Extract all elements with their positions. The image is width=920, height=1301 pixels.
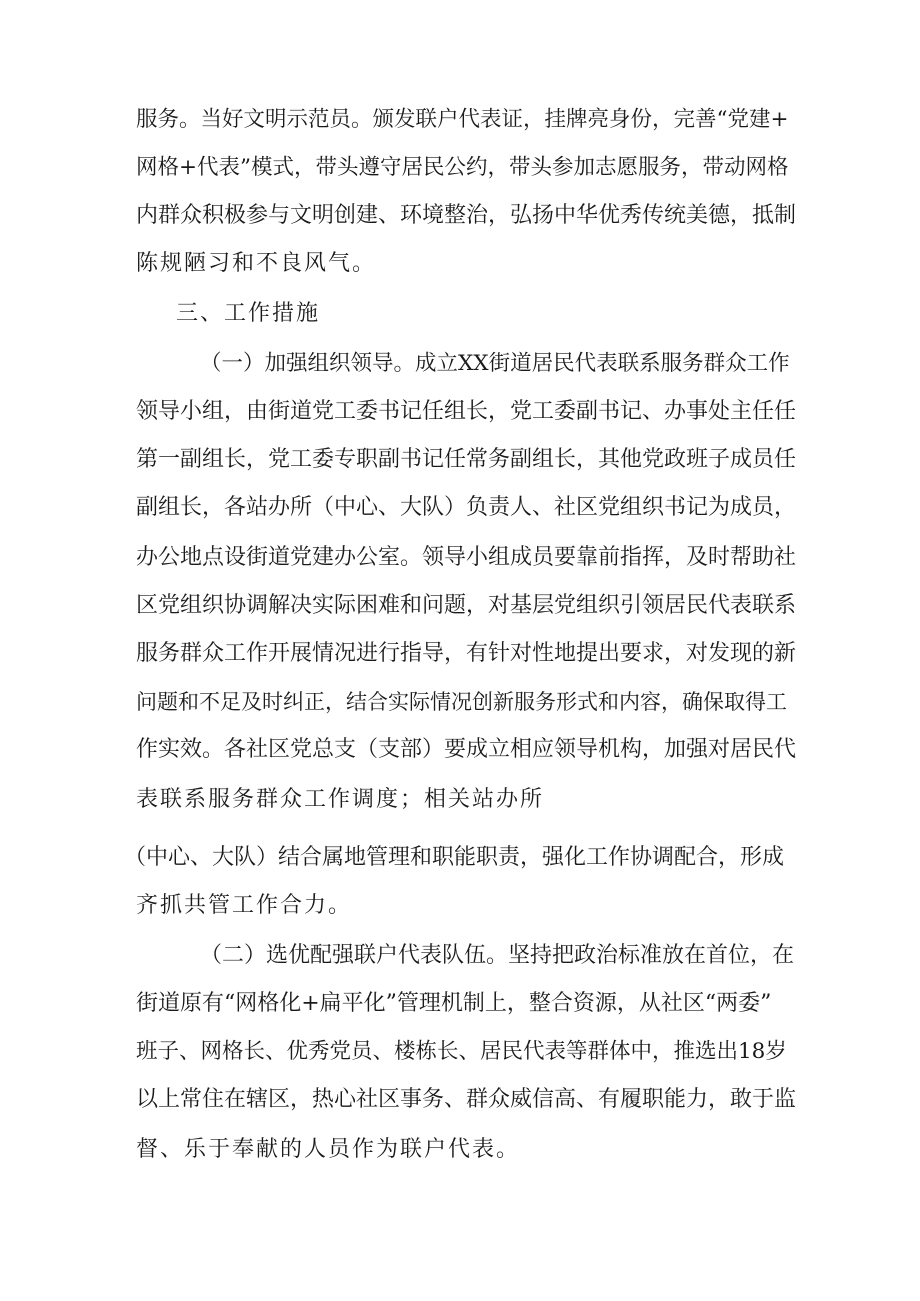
text-line: 陈规陋习和不良风气。	[136, 251, 377, 276]
text-line: 服务。当好文明示范员。颁发联户代表证，挂牌亮身份，完善“党建+	[136, 107, 789, 132]
text-line: 问题和不足及时纠正，结合实际情况创新服务形式和内容，确保取得工	[136, 690, 787, 714]
text-line: 副组长，各站办所（中心、大队）负责人、社区党组织书记为成员，	[136, 495, 797, 520]
text-line: （二）选优配强联户代表队伍。坚持把政治标准放在首位，在	[200, 943, 795, 968]
text-line: 第一副组长，党工委专职副书记任常务副组长，其他党政班子成员任	[136, 447, 797, 472]
section-heading: 三、工作措施	[176, 301, 321, 326]
text-line: 服务群众工作开展情况进行指导，有针对性地提出要求，对发现的新	[136, 641, 797, 666]
text-line: 办公地点设街道党建办公室。领导小组成员要靠前指挥，及时帮助社	[136, 545, 797, 570]
text-line: 作实效。各社区党总支（支部）要成立相应领导机构，加强对居民代	[136, 737, 797, 762]
text-line: 齐抓共管工作合力。	[136, 893, 353, 918]
text-line: （一）加强组织领导。成立XX街道居民代表联系服务群众工作	[200, 351, 790, 376]
text-line: 班子、网格长、优秀党员、楼栋长、居民代表等群体中，推选出18岁	[136, 1039, 787, 1064]
text-line: 表联系服务群众工作调度；相关站办所	[136, 787, 545, 812]
text-line: 区党组织协调解决实际困难和问题，对基层党组织引领居民代表联系	[136, 593, 797, 618]
text-line: 内群众积极参与文明创建、环境整治，弘扬中华优秀传统美德，抵制	[136, 203, 797, 228]
text-line: 网格+代表”模式，带头遵守居民公约，带头参加志愿服务，带动网格	[136, 155, 789, 180]
text-line: 督、乐于奉献的人员作为联户代表。	[136, 1137, 521, 1162]
text-line: 街道原有“网格化+扁平化”管理机制上，整合资源，从社区“两委”	[136, 991, 772, 1016]
text-line: 以上常住在辖区，热心社区事务、群众威信高、有履职能力，敢于监	[136, 1087, 797, 1112]
text-line: 领导小组，由街道党工委书记任组长，党工委副书记、办事处主任任	[136, 399, 797, 424]
text-line: （中心、大队）结合属地管理和职能职责，强化工作协调配合，形成	[124, 845, 785, 870]
